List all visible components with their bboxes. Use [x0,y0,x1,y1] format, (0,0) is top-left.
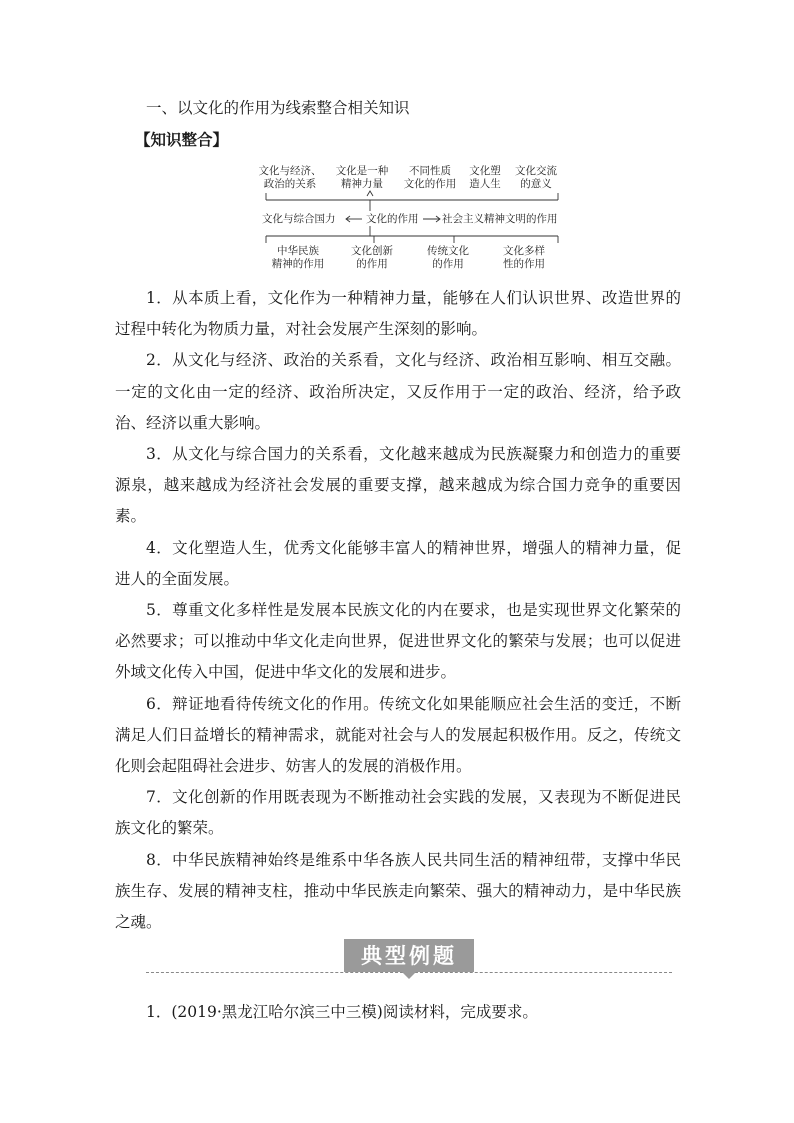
section-title: 一、以文化的作用为线索整合相关知识 [146,99,410,117]
banner-label: 典型例题 [344,939,474,972]
diagram-top-item: 文化的作用 [403,178,457,190]
typical-examples-banner [146,939,672,979]
diagram-top-item: 文化与经济、 [258,165,322,177]
knowledge-points [115,283,681,938]
diagram-top-item: 造人生 [469,178,501,190]
knowledge-point: 5．尊重文化多样性是发展本民族文化的内在要求，也是实现世界文化繁荣的必然要求；可以推动中华文化走向世界，促进世界文化的繁荣与发展；也可以促进外域文化传入中国，促进中华文化的发展和进步。 [115,601,681,682]
banner-notch [402,972,416,979]
diagram-bottom-item: 的作用 [356,258,388,270]
diagram-bottom-item: 文化多样 [503,245,545,257]
diagram-top-item: 文化交流 [515,165,557,177]
diagram-top-item: 的意义 [520,178,552,190]
diagram-bottom-row [272,244,546,270]
knowledge-integration-heading: 【知识整合】 [135,130,229,149]
diagram-top-item: 政治的关系 [263,178,317,190]
diagram-top-item: 文化塑 [469,165,501,177]
diagram-middle-left: 文化与综合国力 [262,213,336,225]
knowledge-point: 7．文化创新的作用既表现为不断推动社会实践的发展，又表现为不断促进民族文化的繁荣。 [115,788,681,838]
diagram-bottom-item: 精神的作用 [271,258,325,270]
diagram-top-item: 精神力量 [341,178,383,190]
knowledge-point: 3．从文化与综合国力的关系看，文化越来越成为民族凝聚力和创造力的重要源泉，越来越成为经济社会发展的重要支撑，越来越成为综合国力竞争的重要因素。 [115,445,681,526]
diagram-bottom-item: 性的作用 [503,258,545,270]
example-question: 1．(2019·黑龙江哈尔滨三中三模)阅读材料，完成要求。 [146,1003,538,1021]
culture-role-diagram [258,160,568,272]
diagram-bottom-item: 文化创新 [351,245,393,257]
knowledge-point: 8．中华民族精神始终是维系中华各族人民共同生活的精神纽带，支撑中华民族生存、发展的精神支柱，推动中华民族走向繁荣、强大的精神动力，是中华民族之魂。 [115,850,681,932]
diagram-bottom-item: 传统文化 [427,245,469,257]
knowledge-point: 2．从文化与经济、政治的关系看，文化与经济、政治相互影响、相互交融。一定的文化由一定的经济、政治所决定，又反作用于一定的政治、经济，给予政治、经济以重大影响。 [115,351,681,432]
diagram-bottom-item: 的作用 [432,258,464,270]
diagram-top-item: 文化是一种 [335,165,389,177]
knowledge-point: 4．文化塑造人生，优秀文化能够丰富人的精神世界，增强人的精神力量，促进人的全面发展。 [115,538,681,588]
diagram-top-row [259,164,558,190]
knowledge-point: 1．从本质上看，文化作为一种精神力量，能够在人们认识世界、改造世界的过程中转化为物质力量，对社会发展产生深刻的影响。 [115,289,681,339]
diagram-middle-center: 文化的作用 [366,213,419,225]
diagram-bottom-item: 中华民族 [277,245,319,257]
diagram-top-item: 不同性质 [409,165,451,177]
diagram-middle-right: 社会主义精神文明的作用 [442,213,558,225]
knowledge-point: 6．辩证地看待传统文化的作用。传统文化如果能顺应社会生活的变迁，不断满足人们日益增长的精神需求，就能对社会与人的发展起积极作用。反之，传统文化则会起阻碍社会进步、妨害人的发展的消极作用。 [115,694,681,776]
